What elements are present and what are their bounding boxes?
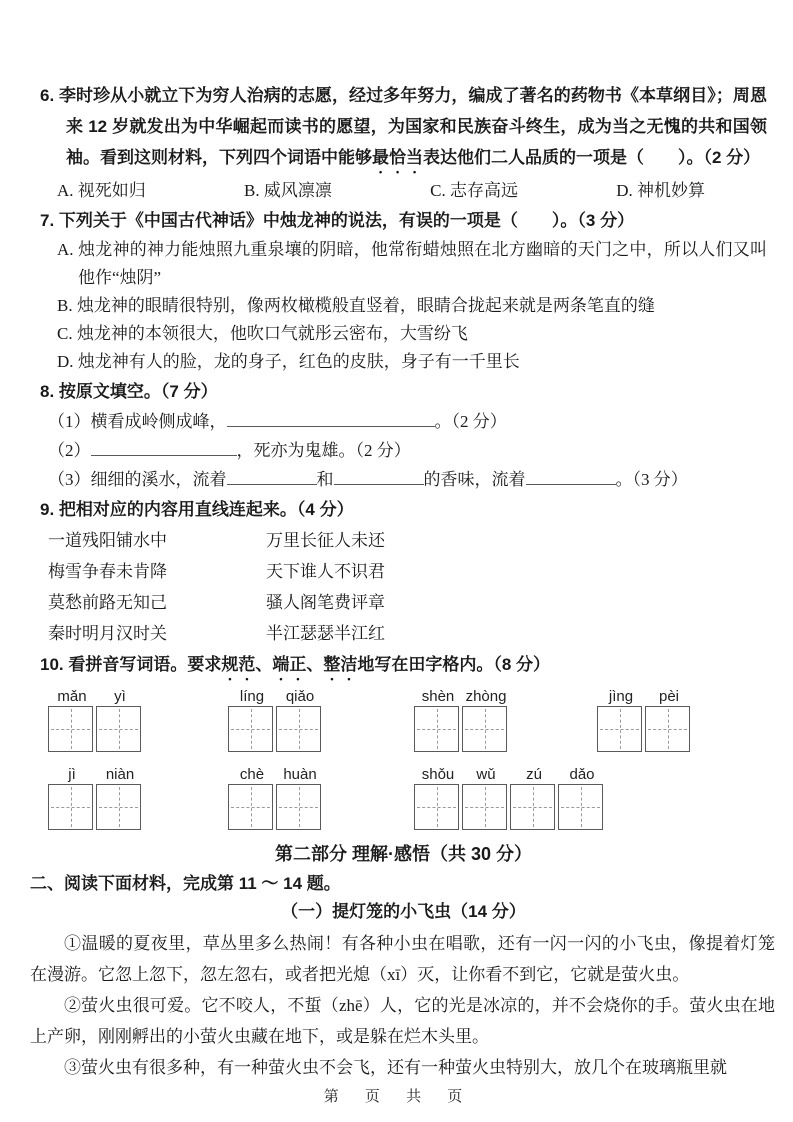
tianzige-box (276, 706, 321, 752)
box-row (414, 784, 606, 830)
pinyin-label: chè (239, 766, 265, 783)
q9-left-1: 一道残阳铺水中 (48, 531, 167, 550)
q10-sep-1: 、 (255, 655, 273, 674)
question-6-stem (40, 80, 767, 177)
pinyin-label: mǎn (57, 688, 87, 705)
tianzige-box (414, 784, 459, 830)
pinyin-label: pèi (658, 688, 680, 705)
q7-option-d: D. 烛龙神有人的脸，龙的身子，红色的皮肤，身子有一千里长 (57, 352, 520, 371)
pinyin-row (48, 766, 144, 784)
q8-item1-tail: 。（2 分） (434, 412, 507, 431)
q9-right-4: 半江瑟瑟半江红 (266, 624, 385, 643)
pinyin-label: líng (239, 688, 265, 705)
q9-right-1: 万里长征人未还 (266, 531, 385, 550)
q8-item3-mid2: 的香味，流着 (423, 470, 526, 489)
q9-left-2: 梅雪争春未肯降 (48, 562, 167, 581)
q10-emph-2: 端正 (272, 655, 307, 674)
pinyin-label: wǔ (476, 766, 496, 783)
question-10-stem (40, 649, 767, 684)
q10-sep-2: 、 (306, 655, 324, 674)
q7-option-b: B. 烛龙神的眼睛很特别，像两枚橄榄般直竖着，眼睛合拢起来就是两条笔直的缝 (57, 296, 655, 315)
q8-item2-text: （2） (48, 441, 91, 460)
pinyin-label: jì (68, 766, 76, 783)
tianzige-box (48, 706, 93, 752)
tianzige-box (96, 706, 141, 752)
tianzige-box (510, 784, 555, 830)
q8-item-1 (48, 407, 767, 436)
q8-item1-blank (227, 412, 435, 427)
q10-stem-post: 地写在田字格内。（8 分） (357, 655, 551, 674)
q7-option-a: A. 烛龙神的神力能烛照九重泉壤的阴暗，他常衔蜡烛照在北方幽暗的天门之中，所以人们又叫他作“烛阴” (57, 240, 767, 287)
tianzige-group-lingqiao (228, 688, 324, 752)
pinyin-label: shǒu (421, 766, 455, 783)
q10-stem-pre: 10. 看拼音写词语。要求 (40, 655, 222, 674)
pinyin-label: huàn (283, 766, 317, 783)
pinyin-row (414, 688, 510, 706)
q8-item3-blank-2 (334, 470, 424, 485)
tianzige-group-jingpei (597, 688, 693, 752)
pinyin-label: jìng (608, 688, 634, 705)
q8-item3-blank-1 (227, 470, 317, 485)
pinyin-row (228, 688, 324, 706)
q8-item3-blank-3 (526, 470, 616, 485)
q10-grid-row-2 (40, 766, 767, 832)
q6-option-b: B. 威风凛凛 (244, 181, 332, 200)
pinyin-label: shèn (421, 688, 455, 705)
box-row (48, 784, 144, 830)
tianzige-group-manyi (48, 688, 144, 752)
question-8-stem: 8. 按原文填空。（7 分） (40, 382, 218, 401)
page-footer: 第 页 共 页 (323, 1088, 470, 1105)
q9-left-3: 莫愁前路无知己 (48, 593, 167, 612)
q9-match-row-3 (48, 587, 767, 618)
q6-option-d: D. 神机妙算 (616, 181, 705, 200)
box-row (414, 706, 510, 752)
q9-match-row-4 (48, 618, 767, 649)
q8-item3-text: （3）细细的溪水，流着 (48, 470, 227, 489)
tianzige-box (462, 784, 507, 830)
q8-item3-tail: 。（3 分） (615, 470, 688, 489)
question-9-stem: 9. 把相对应的内容用直线连起来。（4 分） (40, 500, 354, 519)
pinyin-label: qiǎo (285, 688, 315, 705)
q8-item1-text: （1）横看成岭侧成峰， (48, 412, 227, 431)
tianzige-box (462, 706, 507, 752)
tianzige-box (228, 706, 273, 752)
tianzige-group-shouwuzudao (414, 766, 606, 830)
q6-option-c: C. 志存高远 (430, 181, 518, 200)
q7-option-c: C. 烛龙神的本领很大，他吹口气就彤云密布，大雪纷飞 (57, 324, 468, 343)
box-row (228, 784, 324, 830)
question-6-options (57, 177, 705, 205)
section-2-header: 第二部分 理解·感悟（共 30 分） (274, 844, 533, 864)
tianzige-group-jinian (48, 766, 144, 830)
passage-paragraph-3: ③萤火虫有很多种，有一种萤火虫不会飞，还有一种萤火虫特别大，放几个在玻璃瓶里就 (64, 1058, 727, 1077)
tianzige-group-chehuan (228, 766, 324, 830)
pinyin-label: niàn (105, 766, 135, 783)
box-row (48, 706, 144, 752)
pinyin-row (414, 766, 606, 784)
tianzige-box (276, 784, 321, 830)
q10-emph-1: 规范 (221, 655, 256, 674)
reading-passage (30, 928, 775, 1083)
tianzige-box (558, 784, 603, 830)
q9-right-2: 天下谁人不识君 (266, 562, 385, 581)
q8-item3-mid1: 和 (316, 470, 334, 489)
tianzige-box (228, 784, 273, 830)
q6-option-a: A. 视死如归 (57, 181, 146, 200)
pinyin-row (48, 688, 144, 706)
tianzige-box (414, 706, 459, 752)
q8-item-3 (48, 465, 767, 494)
q6-stem-pre: 6. 李时珍从小就立下为穷人治病的志愿，经过多年努力，编成了著名的药物书《本草纲目》；周恩来 12 岁就发出为中华崛起而读书的愿望，为国家和民族奋斗终生，成为当之无愧的共和国领袖。看到这则材料，下列四个词语中能够 (40, 86, 767, 167)
pinyin-row (597, 688, 693, 706)
tianzige-box (645, 706, 690, 752)
box-row (597, 706, 693, 752)
q9-match-row-1 (48, 525, 767, 556)
section-2-intro: 二、阅读下面材料，完成第 11 ～ 14 题。 (30, 874, 341, 893)
q6-emphasized-word: 最恰当 (372, 148, 423, 167)
pinyin-label: dǎo (569, 766, 595, 783)
reading-title: （一）提灯笼的小飞虫（14 分） (281, 902, 526, 921)
tianzige-box (96, 784, 141, 830)
q9-match-row-2 (48, 556, 767, 587)
q9-right-3: 骚人阁笔费评章 (266, 593, 385, 612)
q10-emph-3: 整洁 (323, 655, 358, 674)
q8-item2-tail: ，死亦为鬼雄。（2 分） (236, 441, 411, 460)
q8-item2-blank (91, 441, 237, 456)
tianzige-group-shenzhong (414, 688, 510, 752)
pinyin-label: zhòng (465, 688, 507, 705)
q8-item-2 (48, 436, 767, 465)
tianzige-box (597, 706, 642, 752)
q9-left-4: 秦时明月汉时关 (48, 624, 167, 643)
question-7-stem: 7. 下列关于《中国古代神话》中烛龙神的说法，有误的一项是（ ）。（3 分） (40, 211, 635, 230)
passage-paragraph-1: ①温暖的夏夜里，草丛里多么热闹！有各种小虫在唱歌，还有一闪一闪的小飞虫，像提着灯笼在漫游。它忽上忽下，忽左忽右，或者把光熄（xī）灭，让你看不到它，它就是萤火虫。 (30, 934, 775, 984)
box-row (228, 706, 324, 752)
pinyin-label: yì (114, 688, 126, 705)
pinyin-row (228, 766, 324, 784)
q10-grid-row-1 (40, 688, 767, 754)
q6-stem-post: 表达他们二人品质的一项是（ ）。（2 分） (423, 148, 761, 167)
tianzige-box (48, 784, 93, 830)
pinyin-label: zú (526, 766, 542, 783)
passage-paragraph-2: ②萤火虫很可爱。它不咬人，不蜇（zhē）人，它的光是冰凉的，并不会烧你的手。萤火虫在地上产卵，刚刚孵出的小萤火虫藏在地下，或是躲在烂木头里。 (30, 996, 775, 1046)
